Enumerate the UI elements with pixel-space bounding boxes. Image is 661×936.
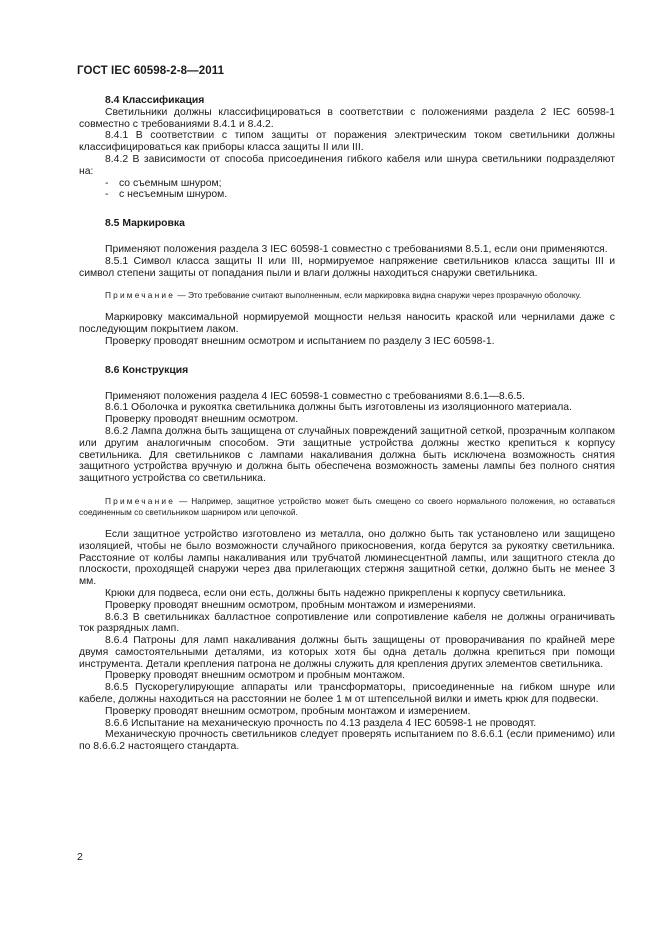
paragraph: Проверку проводят внешним осмотром, пробным монтажом и измерением.: [105, 705, 471, 717]
paragraph: Проверку проводят внешним осмотром и пробным монтажом.: [105, 670, 406, 682]
page-number: 2: [77, 851, 83, 863]
paragraph: 8.5.1 Символ класса защиты II или III, нормируемое напряжение светильников класса защиты III и символ степени защиты от попадания пыли и влаги должны находиться снаружи светильника.: [79, 255, 615, 279]
paragraph: 8.6.4 Патроны для ламп накаливания должны быть защищены от проворачивания по крайней мере двумя самостоятельными деталями, из которых хотя бы одна деталь должна крепиться при помощи инструмента. Детали крепления патрона не должны служить для крепления других элементов светильника.: [79, 635, 615, 670]
paragraph: 8.6.2 Лампа должна быть защищена от случайных повреждений защитной сеткой, прозрачным колпаком или другим аналогичным способом. Эти защитные устройства должны жестко крепиться к корпусу светильника. Для светильников с лампами накаливания должна быть исключена возможность снятия защитного устройства вручную и должна быть обеспечена возможность замены лампы без полного снятия защитного устройства со светильника.: [79, 425, 615, 485]
list-item: [79, 178, 615, 190]
section-8-6-heading: 8.6 Конструкция: [105, 364, 189, 376]
paragraph: Светильники должны классифицироваться в соответствии с положениями раздела 2 IEC 60598-1 совместно с требованиями 8.4.1 и 8.4.2.: [79, 106, 615, 130]
paragraph: 8.4.2 В зависимости от способа присоединения гибкого кабеля или шнура светильники подразделяют на:: [79, 153, 615, 177]
list-item: [79, 189, 615, 201]
paragraph: Применяют положения раздела 3 IEC 60598-1 совместно с требованиями 8.5.1, если они применяются.: [105, 243, 608, 255]
note-label: Примечание: [105, 495, 176, 506]
paragraph: Проверку проводят внешним осмотром и испытанием по разделу 3 IEC 60598-1.: [105, 335, 495, 347]
page-header: ГОСТ IEC 60598-2-8—2011: [77, 65, 225, 77]
dash-marker: -: [105, 189, 109, 201]
note: [79, 496, 615, 518]
dash-marker: -: [105, 177, 109, 189]
paragraph: Применяют положения раздела 4 IEC 60598-1 совместно с требованиями 8.6.1—8.6.5.: [105, 390, 525, 402]
paragraph: Проверку проводят внешним осмотром.: [105, 414, 299, 426]
note-text: — Например, защитное устройство может быть смещено со своего нормального положения, но оставаться соединенным со светильником шарниром или цепочкой.: [79, 495, 615, 517]
section-8-5-heading: 8.5 Маркировка: [105, 218, 185, 230]
paragraph: 8.6.1 Оболочка и рукоятка светильника должны быть изготовлены из изоляционного материала.: [105, 402, 572, 414]
paragraph: 8.6.5 Пускорегулирующие аппараты или трансформаторы, присоединенные на гибком шнуре или кабеле, должны находиться на расстоянии не более 1 м от штепсельной вилки и иметь крюк для подвески.: [79, 682, 615, 706]
note-label: Примечание: [105, 290, 176, 301]
paragraph: 8.6.6 Испытание на механическую прочность по 4.13 раздела 4 IEC 60598-1 не проводят.: [105, 717, 537, 729]
paragraph: 8.4.1 В соответствии с типом защиты от поражения электрическим током светильники должны классифицироваться как приборы класса защиты II или III.: [79, 130, 615, 154]
note-text: — Это требование считают выполненным, если маркировка видна снаружи через прозрачную оболочку.: [175, 290, 582, 301]
note: [79, 290, 615, 301]
paragraph: Маркировку максимальной нормируемой мощности нельзя наносить краской или чернилами даже с последующим покрытием лаком.: [79, 312, 615, 336]
document-body: [79, 95, 615, 753]
paragraph: Крюки для подвеса, если они есть, должны быть надежно прикреплены к корпусу светильника.: [105, 587, 566, 599]
list-item-text: со съемным шнуром;: [119, 177, 222, 189]
paragraph: 8.6.3 В светильниках балластное сопротивление или сопротивление кабеля не должны ограничивать ток разрядных ламп.: [79, 611, 615, 635]
section-8-4-heading: 8.4 Классификация: [105, 95, 205, 106]
paragraph: Если защитное устройство изготовлено из металла, оно должно быть так установлено или защищено изоляцией, чтобы не было возможности случайного прикосновения, когда берутся за рукоятку светильника. Расстояние от колбы лампы накаливания или трубчатой люминесцентной лампы, или защитного стекла до плоскости, проходящей снаружи через два прилегающих стержня защитной сетки, должно быть не менее 3 мм.: [79, 528, 615, 588]
paragraph: Механическую прочность светильников следует проверять испытанием по 8.6.6.1 (если применимо) или по 8.6.6.2 настоящего стандарта.: [79, 729, 615, 753]
list-item-text: с несъемным шнуром.: [119, 189, 228, 201]
paragraph: Проверку проводят внешним осмотром, пробным монтажом и измерениями.: [105, 599, 477, 611]
